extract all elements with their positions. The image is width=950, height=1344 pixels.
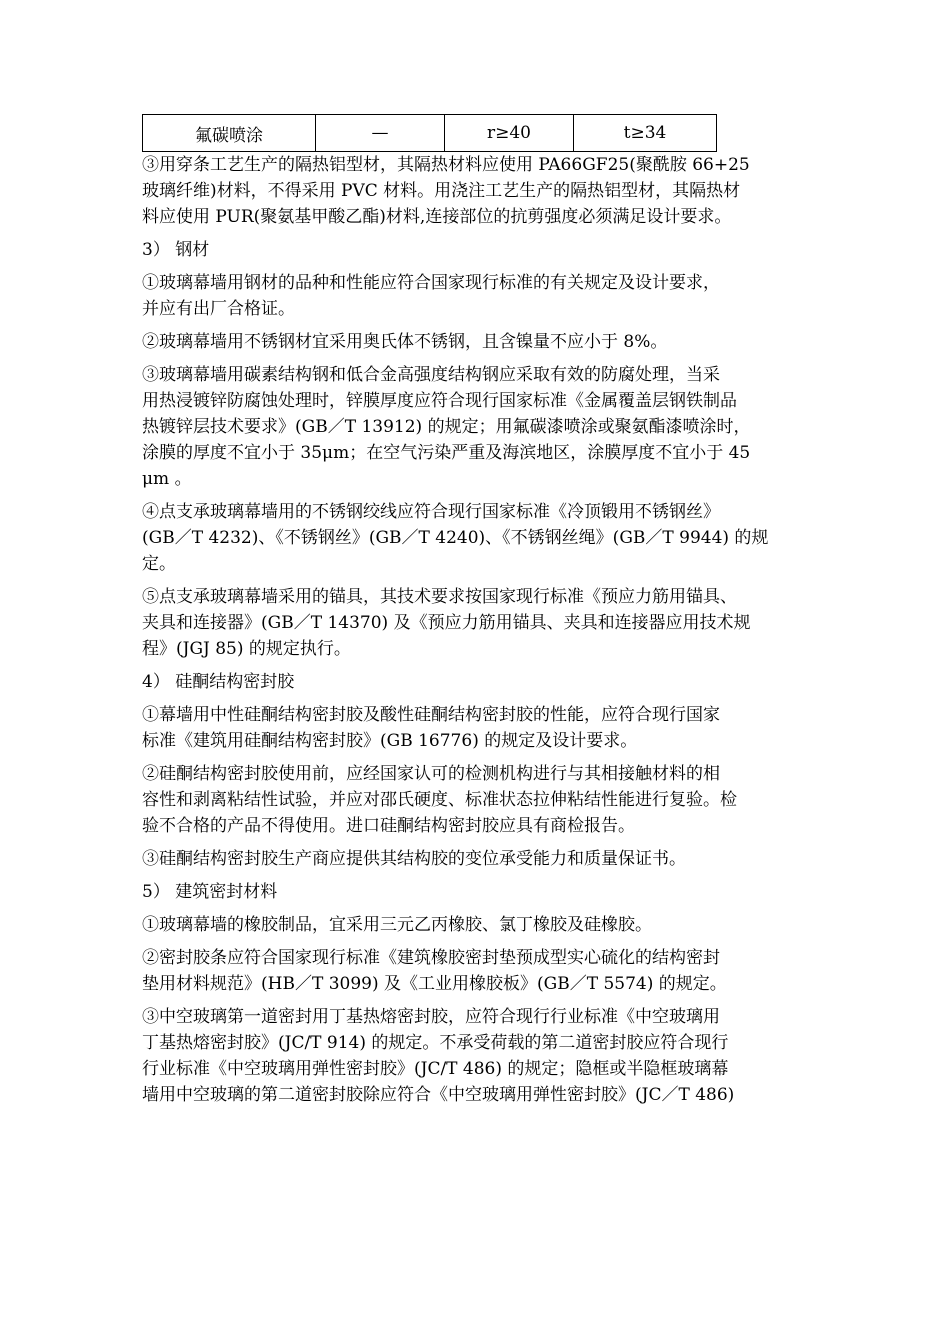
text-line: ③玻璃幕墙用碳素结构钢和低合金高强度结构钢应采取有效的防腐处理，当采 [142,365,720,385]
section-heading-silicone-sealant: 4） 硅酮结构密封胶 [142,672,295,692]
text-line: 垫用材料规范》(HB／T 3099) 及《工业用橡胶板》(GB／T 5574) 的规定。 [142,974,727,994]
text-line: ③用穿条工艺生产的隔热铝型材，其隔热材料应使用 PA66GF25(聚酰胺 66+25 [142,155,750,175]
body-text [142,152,810,1108]
section-heading-steel: 3） 钢材 [142,240,210,260]
text-line: 玻璃纤维)材料，不得采用 PVC 材料。用浇注工艺生产的隔热铝型材，其隔热材 [142,181,741,201]
text-line: ⑤点支承玻璃幕墙采用的锚具，其技术要求按国家现行标准《预应力筋用锚具、 [142,587,737,607]
text-line: ①幕墙用中性硅酮结构密封胶及酸性硅酮结构密封胶的性能，应符合现行国家 [142,705,720,725]
spec-table [142,114,717,152]
text-line: 定。 [142,554,176,574]
text-line: 程》(JGJ 85) 的规定执行。 [142,639,351,659]
text-line: 并应有出厂合格证。 [142,299,295,319]
text-line: 标准《建筑用硅酮结构密封胶》(GB 16776) 的规定及设计要求。 [142,731,638,751]
text-line: ②硅酮结构密封胶使用前，应经国家认可的检测机构进行与其相接触材料的相 [142,764,720,784]
text-line: 涂膜的厚度不宜小于 35μm；在空气污染严重及海滨地区，涂膜厚度不宜小于 45 [142,443,751,463]
text-line: ③硅酮结构密封胶生产商应提供其结构胶的变位承受能力和质量保证书。 [142,849,686,869]
text-line: 热镀锌层技术要求》(GB／T 13912) 的规定；用氟碳漆喷涂或聚氨酯漆喷涂时， [142,417,751,437]
text-line: 行业标准《中空玻璃用弹性密封胶》(JC/T 486) 的规定；隐框或半隐框玻璃幕 [142,1059,729,1079]
text-line: ②玻璃幕墙用不锈钢材宜采用奥氏体不锈钢，且含镍量不应小于 8%。 [142,332,668,352]
text-line: ①玻璃幕墙用钢材的品种和性能应符合国家现行标准的有关规定及设计要求， [142,273,720,293]
table-cell-r-value: r≥40 [445,115,574,152]
section-heading-sealing-materials: 5） 建筑密封材料 [142,882,278,902]
table-cell-dash: — [316,115,445,152]
text-line: ③中空玻璃第一道密封用丁基热熔密封胶，应符合现行行业标准《中空玻璃用 [142,1007,720,1027]
table-row [143,115,717,152]
text-line: ②密封胶条应符合国家现行标准《建筑橡胶密封垫预成型实心硫化的结构密封 [142,948,720,968]
text-line: 墙用中空玻璃的第二道密封胶除应符合《中空玻璃用弹性密封胶》(JC／T 486) [142,1085,735,1105]
text-line: 容性和剥离粘结性试验，并应对邵氏硬度、标准状态拉伸粘结性能进行复验。检 [142,790,737,810]
text-line: ④点支承玻璃幕墙用的不锈钢绞线应符合现行国家标准《冷顶锻用不锈钢丝》 [142,502,720,522]
text-line: ①玻璃幕墙的橡胶制品，宜采用三元乙丙橡胶、氯丁橡胶及硅橡胶。 [142,915,652,935]
text-line: 用热浸镀锌防腐蚀处理时，锌膜厚度应符合现行国家标准《金属覆盖层钢铁制品 [142,391,737,411]
table-cell-material: 氟碳喷涂 [143,115,316,152]
table-cell-t-value: t≥34 [574,115,717,152]
text-line: 料应使用 PUR(聚氨基甲酸乙酯)材料,连接部位的抗剪强度必须满足设计要求。 [142,207,732,227]
text-line: μm 。 [142,469,192,489]
text-line: (GB／T 4232)、《不锈钢丝》(GB／T 4240)、《不锈钢丝绳》(GB／T 9944) 的规 [142,528,769,548]
text-line: 丁基热熔密封胶》(JC/T 914) 的规定。不承受荷载的第二道密封胶应符合现行 [142,1033,729,1053]
text-line: 验不合格的产品不得使用。进口硅酮结构密封胶应具有商检报告。 [142,816,635,836]
text-line: 夹具和连接器》(GB／T 14370) 及《预应力筋用锚具、夹具和连接器应用技术规 [142,613,751,633]
